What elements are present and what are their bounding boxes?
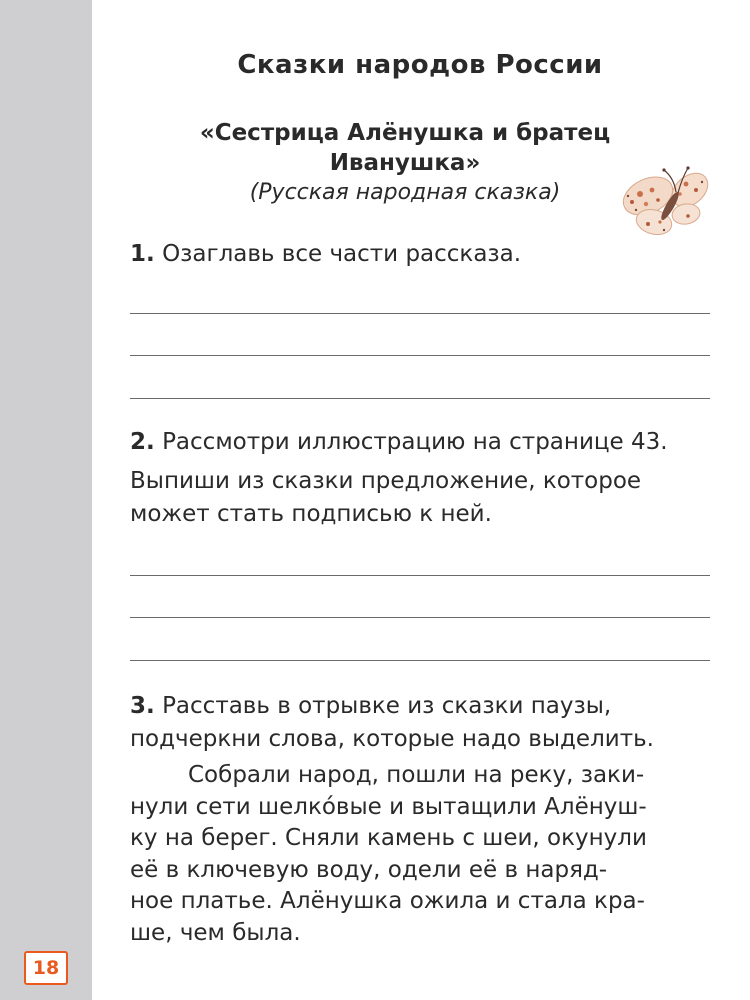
task-text: Рассмотри иллюстрацию на странице 43. [162, 429, 668, 455]
section-title: Сказки народов России [237, 50, 603, 80]
excerpt-line: нули сети шелко́вые и вытащили Алёнуш- [130, 793, 647, 820]
answer-line[interactable] [130, 617, 710, 618]
task-text: подчеркни слова, которые надо выделить. [130, 726, 654, 752]
answer-line[interactable] [130, 660, 710, 661]
answer-line[interactable] [130, 575, 710, 576]
excerpt-line: ку на берег. Сняли камень с шеи, окунули [130, 825, 647, 851]
excerpt-line: её в ключевую воду, одели её в наряд- [130, 856, 608, 883]
answer-line[interactable] [130, 313, 710, 314]
story-title: «Сестрица Алёнушка и братец Иванушка» [199, 120, 611, 176]
excerpt-line: ное платье. Алёнушка ожила и стала кра- [130, 888, 645, 914]
task-text: Расставь в отрывке из сказки паузы, [162, 693, 612, 719]
answer-line[interactable] [130, 355, 710, 356]
task-line [130, 690, 710, 723]
page-number: 18 [24, 951, 68, 985]
task-3 [130, 690, 710, 756]
task-text: Выпиши из сказки предложение, которое [130, 468, 642, 494]
story-excerpt [130, 760, 710, 949]
story-subtitle: (Русская народная сказка) [249, 180, 561, 205]
task-number: 2. [130, 429, 155, 455]
answer-line[interactable] [130, 398, 710, 399]
task-line [130, 426, 710, 459]
task-2 [130, 426, 710, 531]
excerpt-line: ше, чем была. [130, 919, 301, 946]
excerpt-line: Собрали народ, пошли на реку, заки- [188, 762, 645, 788]
task-number: 1. [130, 241, 155, 267]
task-number: 3. [130, 693, 155, 719]
side-band [0, 0, 92, 1000]
task-text: может стать подписью к ней. [130, 501, 492, 527]
task-1 [130, 238, 710, 271]
task-text: Озаглавь все части рассказа. [162, 241, 522, 267]
